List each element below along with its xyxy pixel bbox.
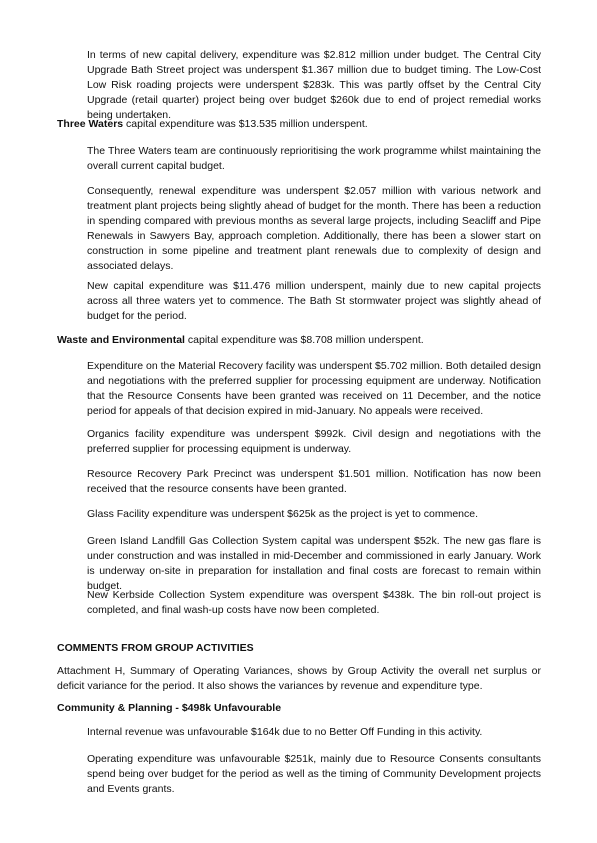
landfill-gas-paragraph: Green Island Landfill Gas Collection System capital was underspent $52k. The new gas flare is under construction and was installed in mid-December and commissioned in early January. Work is underway on-site in preparation for installation and final costs are forecast to remain within budget. [87,535,541,592]
community-planning-paragraph-2: Operating expenditure was unfavourable $251k, mainly due to Resource Consents consultants spend being over budget for the period as well as the timing of Community Development projects and Events grants. [87,753,541,795]
capital-delivery-paragraph: In terms of new capital delivery, expenditure was $2.812 million under budget. The Central City Upgrade Bath Street project was underspent $1.367 million due to budget timing. The Low-Cost Low Risk roading projects were underspent $283k. This was partly offset by the Central City Upgrade (retail quarter) project being over budget $260k due to end of project remedial works being undertaken. [87,49,541,121]
waste-environmental-summary-text: capital expenditure was $8.708 million underspent. [184,334,424,346]
group-activities-heading: COMMENTS FROM GROUP ACTIVITIES [57,642,254,654]
glass-facility-paragraph: Glass Facility expenditure was underspent $625k as the project is yet to commence. [87,508,479,520]
organics-paragraph: Organics facility expenditure was underspent $992k. Civil design and negotiations with the preferred supplier for processing equipment is underway. [87,428,541,455]
community-planning-paragraph-1: Internal revenue was unfavourable $164k due to no Better Off Funding in this activity. [87,726,483,738]
three-waters-paragraph-3: New capital expenditure was $11.476 million underspent, mainly due to new capital projects across all three waters yet to commence. The Bath St stormwater project was slightly ahead of budget for the period. [87,280,541,322]
waste-environmental-summary [57,333,541,348]
group-activities-paragraph: Attachment H, Summary of Operating Variances, shows by Group Activity the overall net surplus or deficit variance for the period. It also shows the variances by revenue and expenditure type. [57,665,541,692]
three-waters-summary [57,117,541,132]
material-recovery-paragraph: Expenditure on the Material Recovery facility was underspent $5.702 million. Both detailed design and negotiations with the preferred supplier for processing equipment are underway. Notification that the Resource Consents have been granted was received on 11 December, and the notice period for appeals of that decision expired in mid-January. No appeals were received. [87,360,541,417]
three-waters-heading: Three Waters [57,118,124,130]
three-waters-summary-text: capital expenditure was $13.535 million underspent. [123,118,368,130]
community-planning-heading: Community & Planning - $498k Unfavourable [57,702,282,714]
waste-environmental-heading: Waste and Environmental [57,334,185,346]
kerbside-collection-paragraph: New Kerbside Collection System expenditure was overspent $438k. The bin roll-out project is completed, and final wash-up costs have now been completed. [87,589,541,616]
three-waters-paragraph-2: Consequently, renewal expenditure was underspent $2.057 million with various network and treatment plant projects being slightly ahead of budget for the month. There has been a reduction in spending compared with previous months as several large projects, including Seacliff and Pipe Renewals in Sawyers Bay, approach completion. Additionally, there has been a slower start on construction in some pipeline and treatment plant renewals due to complexity of design and associated delays. [87,185,541,272]
resource-recovery-paragraph: Resource Recovery Park Precinct was underspent $1.501 million. Notification has now been received that the resource consents have been granted. [87,468,541,495]
three-waters-paragraph-1: The Three Waters team are continuously reprioritising the work programme whilst maintaining the overall current capital budget. [87,145,541,172]
